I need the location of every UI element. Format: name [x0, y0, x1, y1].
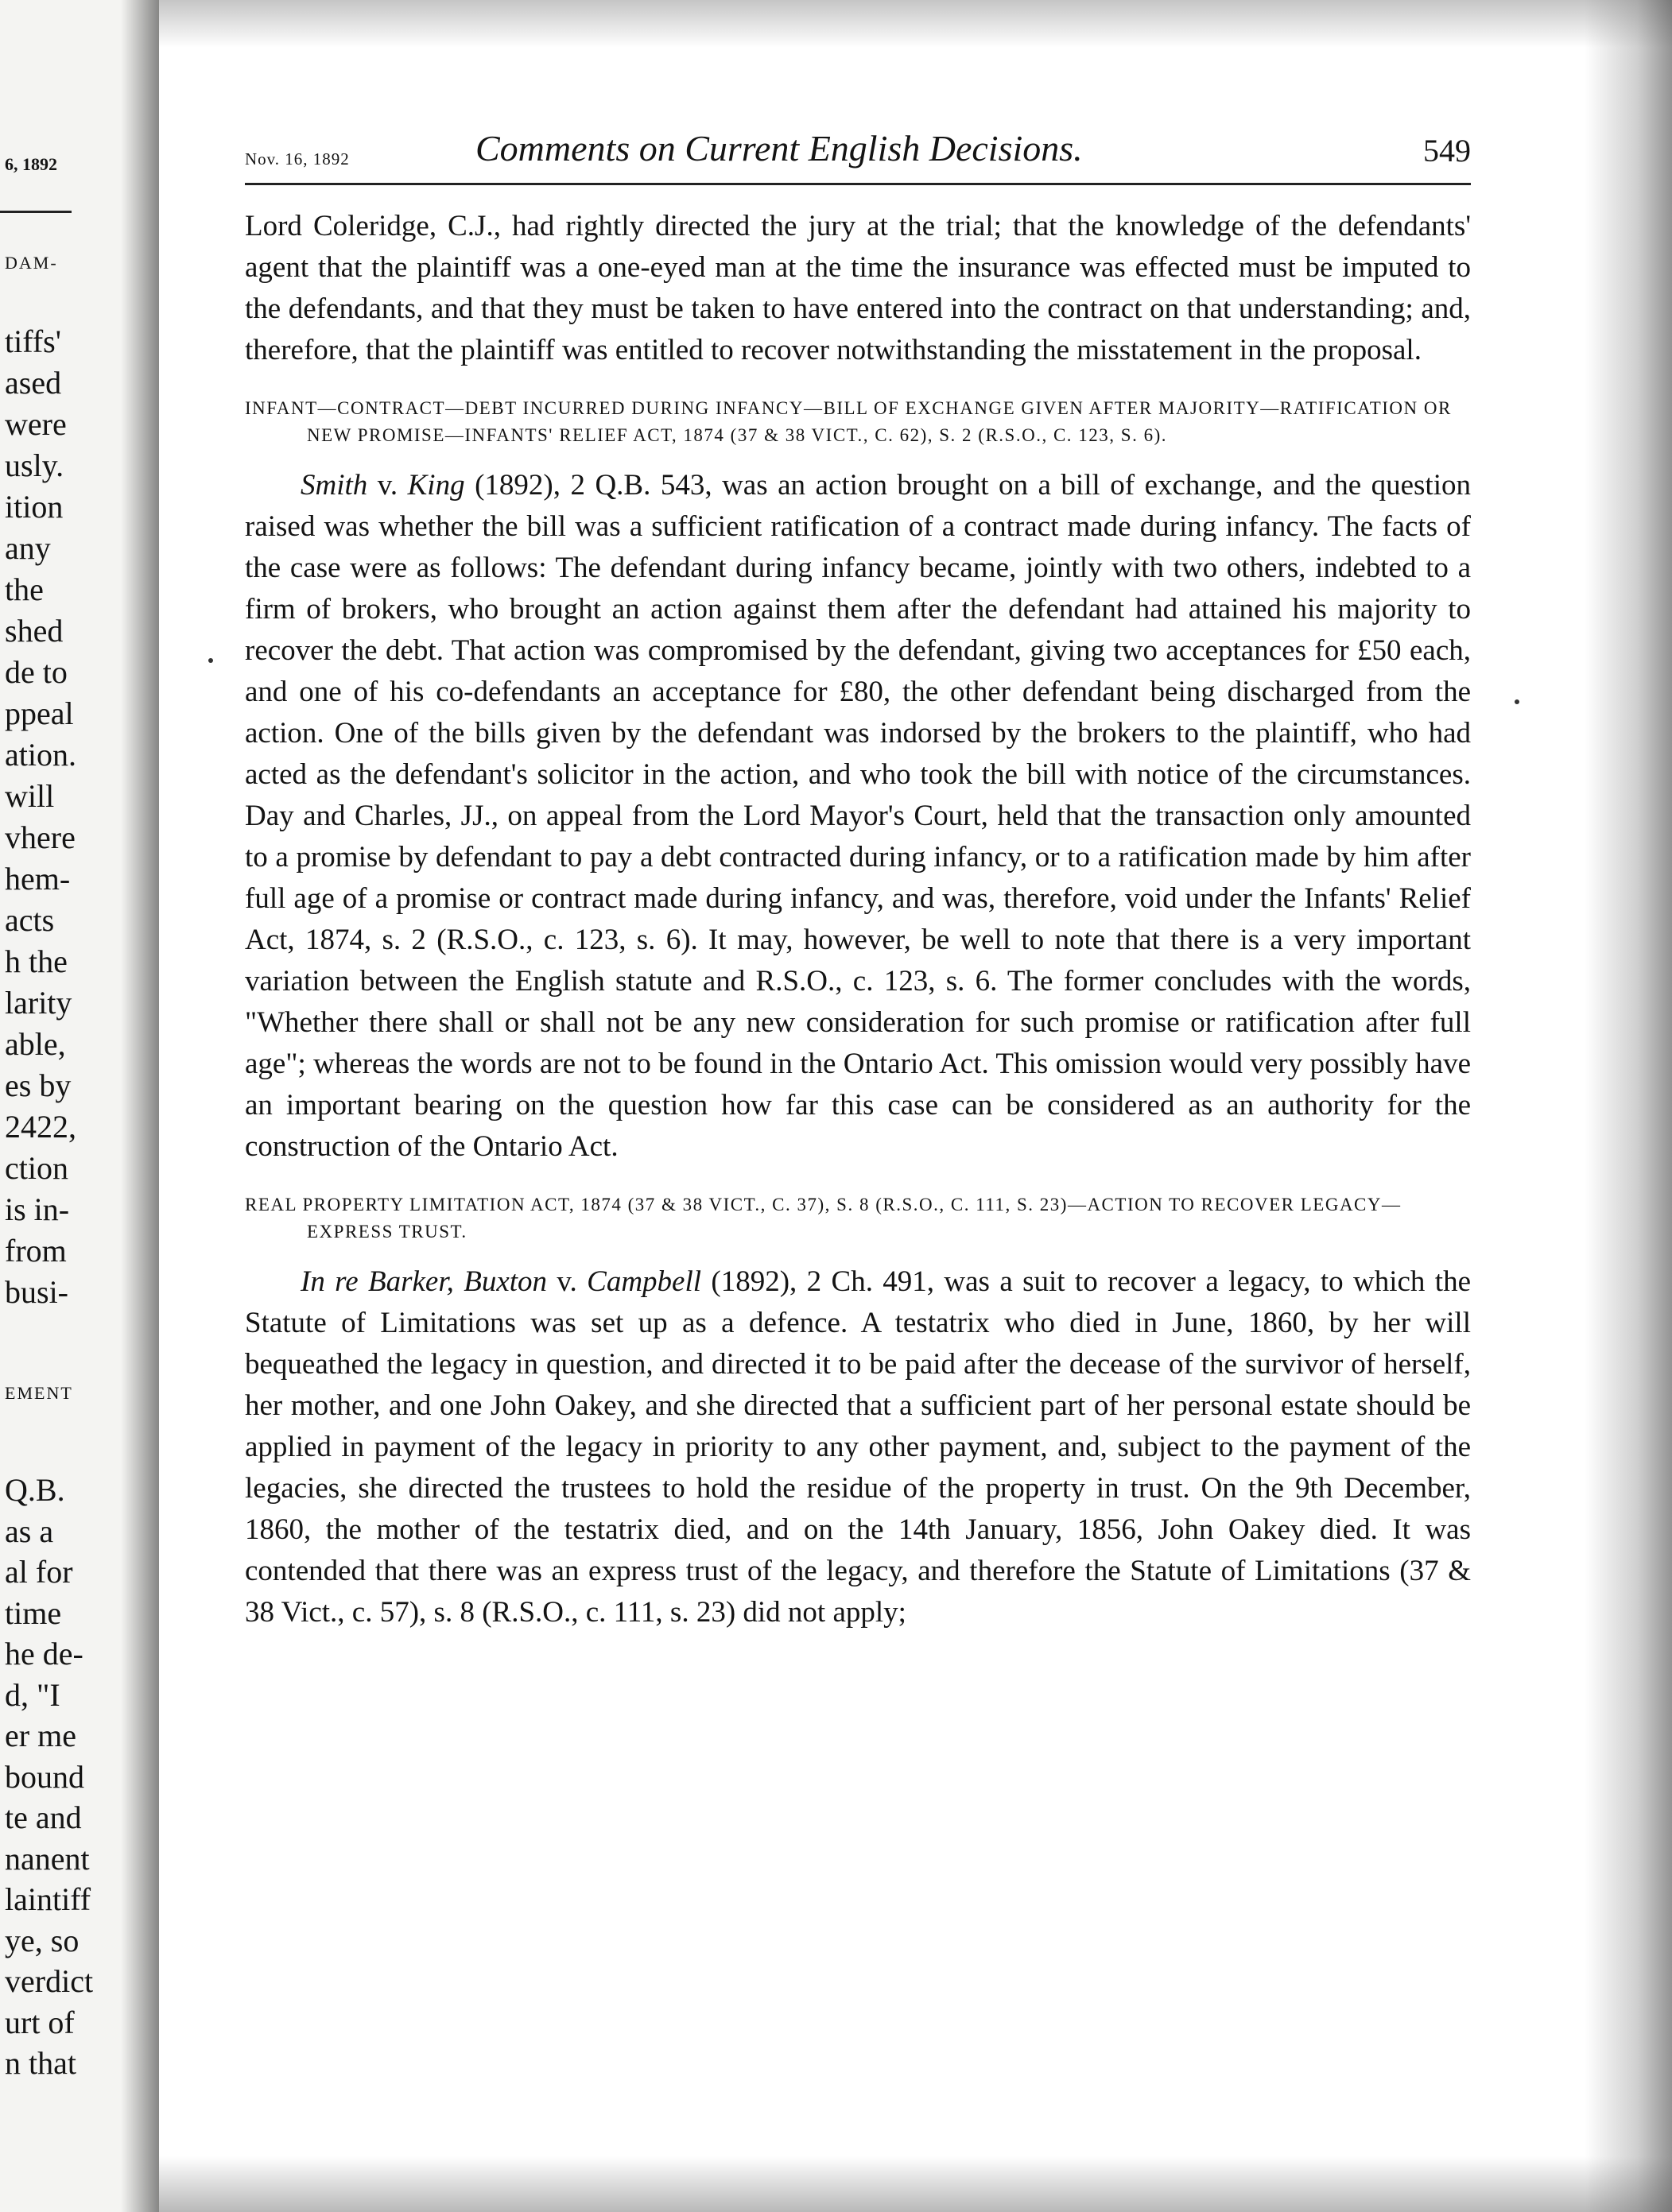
paragraph-smith-v-king [245, 465, 1471, 1168]
left-line-fragment: nanent [5, 1840, 90, 1877]
left-line-fragment: al for [5, 1554, 73, 1590]
paragraph-2-text: (1892), 2 Q.B. 543, was an action brought on a bill of exchange, and the question raised was whether the bill was a sufficient ratification of a contract made during infancy. The facts of the case were as follows: The defendant during infancy became, jointly with two others, indebted to a firm of brokers, who brought an action against them after the defendant had attained his majority to recover the debt. That action was compromised by the defendant, giving two acceptances for £50 each, and one of his co-defendants an acceptance for £80, the other defendant being discharged from the action. One of the bills given by the defendant was indorsed by the brokers to the plaintiff, who had acted as the defendant's solicitor in the action, and who took the bill with notice of the circumstances. Day and Charles, JJ., on appeal from the Lord Mayor's Court, held that the transaction only amounted to a promise by defendant to pay a debt contracted during infancy, or to a ratification made by him after full age of a promise or contract made during infancy, and was, therefore, void under the Infants' Relief Act, 1874, s. 2 (R.S.O., c. 123, s. 6). It may, however, be well to note that there is a very important variation between the English statute and R.S.O., c. 123, s. 6. The former concludes with the words, "Whether there shall or shall not be any new consideration for such promise or ratification after full age"; whereas the words are not to be found in the Ontario Act. This omission would very possibly have an important bearing on the question how far this case can be considered as an authority for the construction of the Ontario Act. [245, 469, 1471, 1163]
left-line-fragment: as a [5, 1513, 54, 1549]
section-heading-limitation: REAL PROPERTY LIMITATION ACT, 1874 (37 & 38 VICT., C. 37), S. 8 (R.S.O., C. 111, S. 23)—ACTION TO RECOVER LEGACY—EXPRESS TRUST. [245, 1195, 1402, 1242]
left-line-fragment: 2422, [5, 1109, 76, 1145]
scan-speck [208, 658, 213, 663]
left-line-fragment: vhere [5, 819, 76, 855]
left-line-fragment: ased [5, 365, 62, 401]
left-line-fragment: te and [5, 1799, 82, 1835]
left-line-fragment: h the [5, 943, 68, 979]
case-name-barker: In re Barker, Buxton [301, 1265, 548, 1298]
left-line-fragment: were [5, 406, 67, 442]
left-line-fragment: d, "I [5, 1676, 60, 1713]
left-line-fragment: shed [5, 613, 64, 649]
page-content [245, 127, 1471, 1633]
left-line-fragment: hem- [5, 861, 71, 897]
left-line-fragment: busi- [5, 1274, 68, 1310]
left-section-label-2: EMENT [5, 1383, 73, 1403]
case-name-campbell: Campbell [587, 1265, 702, 1298]
left-line-fragment: Q.B. [5, 1472, 65, 1508]
scan-right-shadow [1585, 0, 1672, 2212]
header-title: Comments on Current English Decisions. [475, 128, 1083, 169]
left-line-fragment: ction [5, 1150, 68, 1186]
left-line-fragment: able, [5, 1026, 66, 1062]
left-line-fragment: verdict [5, 1963, 94, 1999]
case-name-smith: Smith [301, 469, 368, 502]
left-line-fragment: time [5, 1594, 62, 1631]
versus-2: v. [547, 1265, 588, 1298]
left-line-fragment: acts [5, 902, 55, 938]
left-line-fragment: n that [5, 2045, 76, 2081]
left-line-fragment: es by [5, 1067, 72, 1103]
case-name-king: King [407, 469, 465, 502]
left-line-fragment: larity [5, 985, 72, 1021]
running-header [245, 127, 1471, 185]
left-line-fragment: urt of [5, 2004, 75, 2040]
left-line-fragment: tiffs' [5, 323, 61, 359]
left-header-rule [0, 211, 72, 213]
left-line-fragment: ppeal [5, 695, 74, 731]
left-section-label: DAM- [5, 253, 58, 273]
left-line-fragment: he de- [5, 1636, 83, 1672]
left-line-fragment: any [5, 530, 51, 566]
left-line-fragment: will [5, 778, 55, 814]
paragraph-3-text: (1892), 2 Ch. 491, was a suit to recover a legacy, to which the Statute of Limitations was set up as a defence. A testatrix who died in June, 1860, by her will bequeathed the legacy in question, and directed it to be paid after the decease of the survivor of herself, her mother, and one John Oakey, and she directed that a sufficient part of her personal estate should be applied in payment of the legacy in priority to any other payment, and, subject to the payment of the legacies, she directed the trustees to hold the residue of the property in trust. On the 9th December, 1860, the mother of the testatrix died, and on the 14th January, 1856, John Oakey died. It was contended that there was an express trust of the legacy, and therefore the Statute of Limitations (37 & 38 Vict., c. 57), s. 8 (R.S.O., c. 111, s. 23) did not apply; [245, 1265, 1472, 1629]
scan-speck-2 [1515, 699, 1519, 704]
paragraph-barker [245, 1261, 1471, 1633]
left-line-fragment: ye, so [5, 1922, 80, 1958]
left-line-fragment: usly. [5, 447, 64, 483]
left-header-fragment: 6, 1892 [5, 154, 57, 174]
left-line-fragment: is in- [5, 1191, 70, 1227]
binding-shadow [121, 0, 159, 2212]
left-line-fragment: ation. [5, 737, 76, 773]
left-page-margin [0, 0, 159, 2212]
versus: v. [367, 469, 408, 502]
left-line-fragment: de to [5, 654, 68, 690]
header-date: Nov. 16, 1892 [245, 149, 350, 169]
scan-top-shadow [159, 0, 1672, 48]
paragraph-1: Lord Coleridge, C.J., had rightly directed the jury at the trial; that the knowledge of the defendants' agent that the plaintiff was a one-eyed man at the time the insurance was effected must be imputed to the defendants, and that they must be taken to have entered into the contract on that understanding; and, therefore, that the plaintiff was entitled to recover notwithstanding the misstatement in the proposal. [245, 210, 1471, 366]
left-line-fragment: ition [5, 489, 64, 525]
left-line-fragment: laintiff [5, 1881, 91, 1917]
page-number: 549 [1423, 133, 1471, 169]
left-line-fragment: the [5, 571, 44, 607]
left-line-fragment: er me [5, 1718, 76, 1753]
left-line-fragment: from [5, 1233, 67, 1269]
left-line-fragment: bound [5, 1758, 84, 1795]
section-heading-infant: INFANT—CONTRACT—DEBT INCURRED DURING INFANCY—BILL OF EXCHANGE GIVEN AFTER MAJORITY—RATIFICATION OR NEW PROMISE—INFANTS' RELIEF ACT, 1874 (37 & 38 VICT., C. 62), S. 2 (R.S.O., C. 123, S. 6). [245, 398, 1452, 445]
scan-bottom-shadow [159, 2156, 1672, 2212]
